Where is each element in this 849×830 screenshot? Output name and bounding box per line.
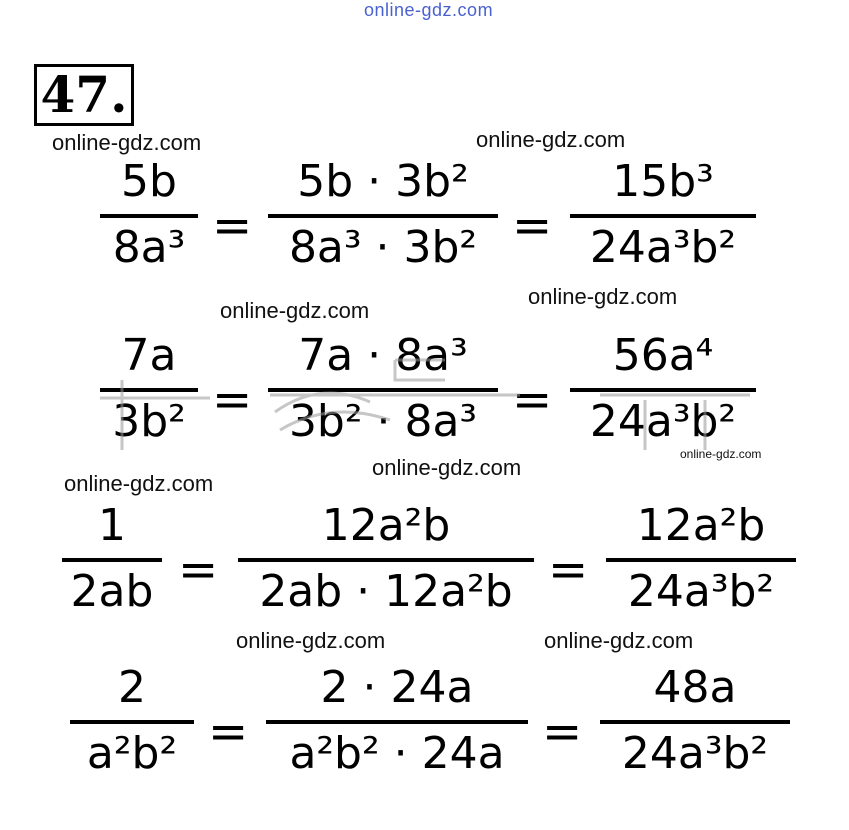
watermark: online-gdz.com: [236, 628, 386, 653]
problem-number: 47.: [34, 64, 134, 126]
site-watermark-top: online-gdz.com: [364, 0, 494, 20]
fraction-bar: [70, 720, 194, 724]
numerator: 12a²b: [636, 500, 766, 551]
equals-sign: =: [208, 704, 249, 760]
numerator: 5b: [121, 156, 177, 207]
watermark: online-gdz.com: [476, 127, 626, 152]
denominator: 8a³ · 3b²: [288, 222, 478, 273]
fraction-row1-middle: [268, 156, 498, 274]
denominator: 2ab · 12a²b: [259, 566, 513, 617]
denominator: 24a³b²: [589, 396, 737, 447]
fraction-row1-left: [100, 156, 198, 274]
numerator: 15b³: [612, 156, 714, 207]
denominator: 3b² · 8a³: [288, 396, 478, 447]
numerator: 48a: [653, 662, 737, 713]
equals-sign: =: [512, 198, 553, 254]
watermark: online-gdz.com: [528, 284, 678, 309]
denominator: 24a³b²: [627, 566, 775, 617]
equals-sign: =: [212, 198, 253, 254]
denominator: 24a³b²: [589, 222, 737, 273]
denominator: 3b²: [112, 396, 186, 447]
denominator: 24a³b²: [621, 728, 769, 779]
fraction-row3-middle: [238, 500, 534, 618]
numerator: 12a²b: [321, 500, 451, 551]
fraction-bar: [62, 558, 162, 562]
fraction-row1-right: [570, 156, 756, 274]
fraction-bar: [238, 558, 534, 562]
fraction-row4-middle: [266, 662, 528, 780]
watermark: online-gdz.com: [372, 455, 522, 480]
fraction-row3-right: [606, 500, 796, 618]
watermark: online-gdz.com: [64, 471, 214, 496]
numerator: 2: [118, 662, 146, 713]
denominator: 8a³: [112, 222, 186, 273]
numerator: 56a⁴: [612, 330, 714, 381]
fraction-bar: [268, 214, 498, 218]
numerator: 5b · 3b²: [297, 156, 469, 207]
fraction-row4-right: [600, 662, 790, 780]
fraction-bar: [600, 720, 790, 724]
fraction-bar: [606, 558, 796, 562]
fraction-bar: [100, 214, 198, 218]
equals-sign: =: [178, 542, 219, 598]
equals-sign: =: [548, 542, 589, 598]
numerator: 7a: [121, 330, 177, 381]
denominator: 2ab: [70, 566, 154, 617]
fraction-row3-left: [62, 500, 162, 618]
denominator: a²b² · 24a: [289, 728, 505, 779]
denominator: a²b²: [86, 728, 178, 779]
watermark: online-gdz.com: [52, 130, 202, 155]
watermark: online-gdz.com: [220, 298, 370, 323]
equals-sign: =: [212, 372, 253, 428]
numerator: 7a · 8a³: [298, 330, 468, 381]
fraction-row4-left: [70, 662, 194, 780]
fraction-bar: [570, 214, 756, 218]
watermark: online-gdz.com: [544, 628, 694, 653]
equals-sign: =: [542, 704, 583, 760]
fraction-bar: [266, 720, 528, 724]
equals-sign: =: [512, 372, 553, 428]
numerator: 1: [98, 500, 126, 551]
eraser-marks: [100, 340, 760, 460]
watermark: online-gdz.com: [680, 447, 762, 461]
numerator: 2 · 24a: [320, 662, 474, 713]
